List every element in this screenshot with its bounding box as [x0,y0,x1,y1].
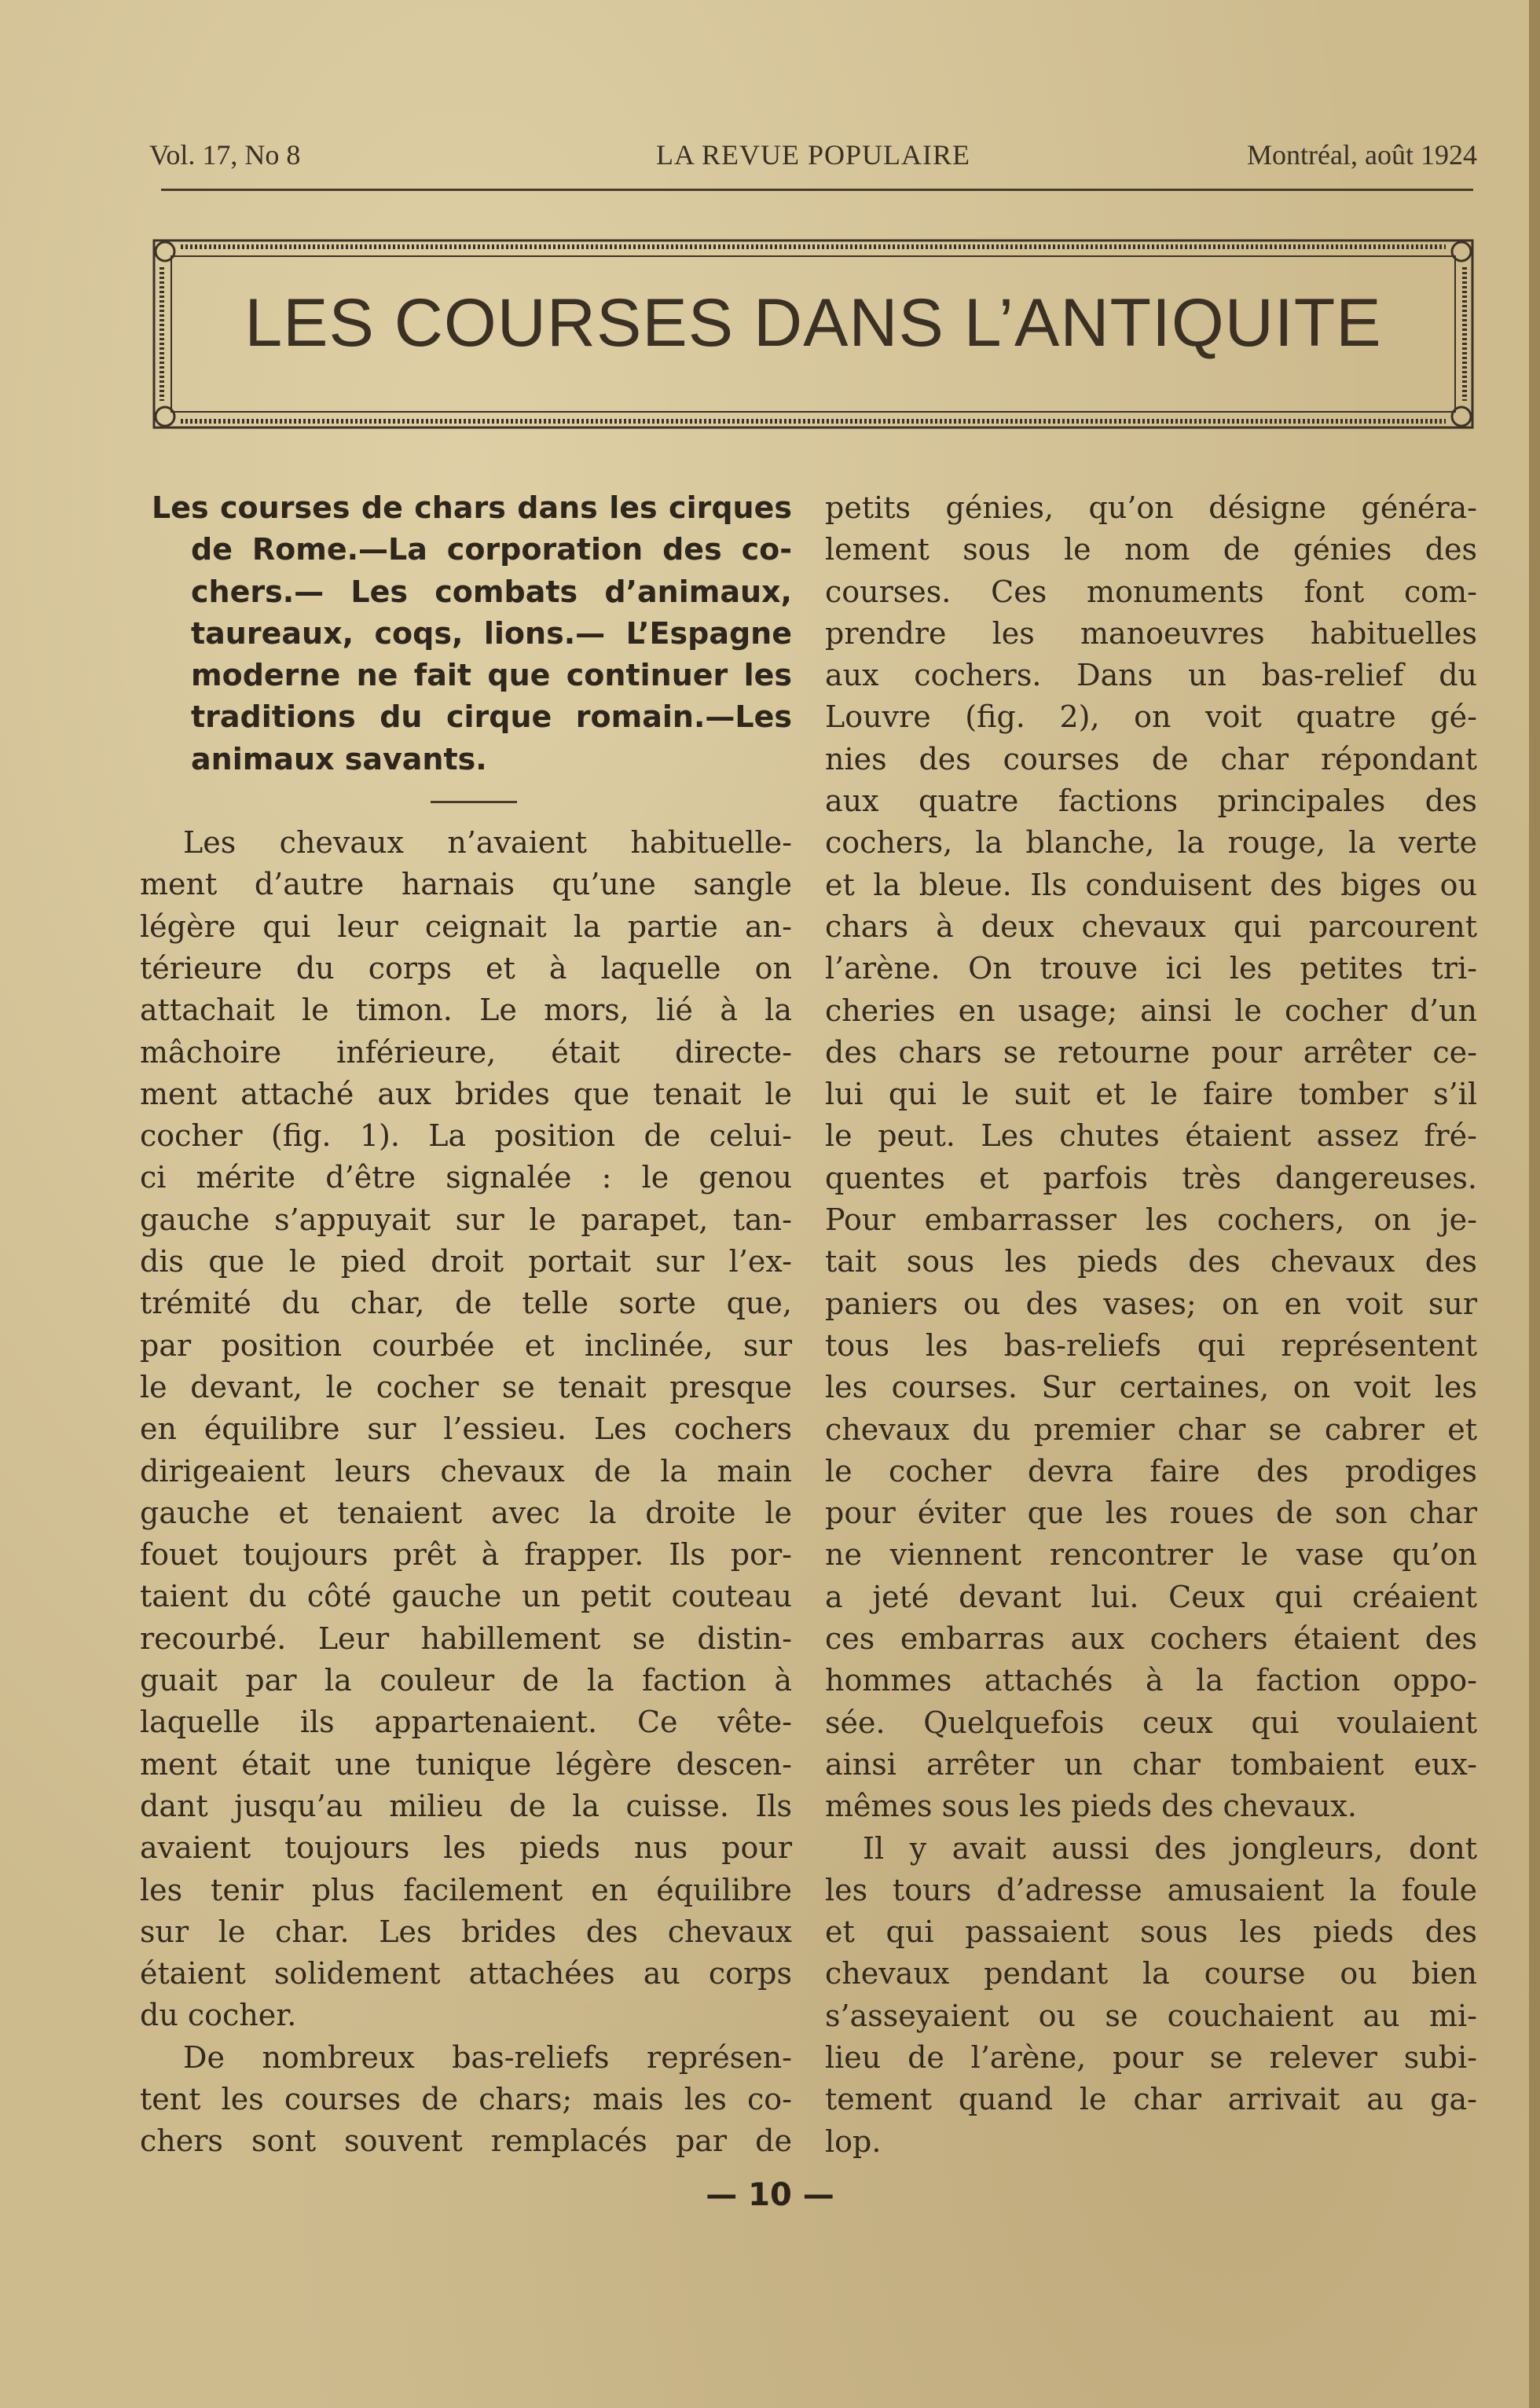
text-line: térieure du corps et à laquelle on [140,950,792,986]
text-line: s’asseyaient ou se couchaient au mi- [825,1998,1477,2033]
publication-name: LA REVUE POPULAIRE [655,139,970,171]
text-line: nies des courses de char répondant [825,741,1477,776]
page-edge [1529,0,1540,2408]
right-column [825,487,1477,2163]
text-line: tent les courses de chars; mais les co- [140,2081,792,2116]
text-line: laquelle ils appartenaient. Ce vête- [140,1705,792,1740]
volume-number: Vol. 17, No 8 [149,139,301,171]
text-line: tous les bas-reliefs qui représentent [825,1327,1477,1363]
left-column [140,487,792,2163]
text-line: cocher (fig. 1). La position de celui- [140,1118,792,1154]
text-line: ne viennent rencontrer le vase qu’on [825,1537,1477,1573]
text-line: chars à deux chevaux qui parcourent [825,909,1477,944]
text-line: trémité du char, de telle sorte que, [140,1286,792,1321]
text-line: et qui passaient sous les pieds des [825,1914,1477,1950]
text-line: chers sont souvent remplacés par de [140,2124,792,2159]
article-summary [140,487,792,780]
text-line: ment attaché aux brides que tenait le [140,1076,792,1111]
summary-line: traditions du cirque romain.—Les [191,699,792,735]
text-line: légère qui leur ceignait la partie an- [140,909,792,944]
text-line: De nombreux bas-reliefs représen- [183,2039,792,2075]
text-line: gauche s’appuyait sur le parapet, tan- [140,1202,792,1237]
article-title: LES COURSES DANS L’ANTIQUITE [244,285,1382,361]
running-head [149,138,1477,178]
text-line: avaient toujours les pieds nus pour [140,1830,792,1866]
text-line: chevaux pendant la course ou bien [825,1956,1477,1991]
text-line: hommes attachés à la faction oppo- [825,1663,1477,1698]
text-line: ment était une tunique légère descen- [140,1746,792,1782]
text-line: courses. Ces monuments font com- [825,574,1477,609]
title-frame [149,236,1477,432]
summary-line: animaux savants. [191,741,487,776]
text-line: quentes et parfois très dangereuses. [825,1160,1477,1195]
text-line: Pour embarrasser les cochers, on je- [825,1202,1477,1238]
text-line: Il y avait aussi des jongleurs, dont [863,1830,1477,1866]
paragraph [140,2037,792,2163]
text-line: lieu de l’arène, pour se relever subi- [825,2039,1477,2075]
place-date: Montréal, août 1924 [1247,139,1477,171]
text-line: lop. [825,2124,882,2159]
text-line: aux cochers. Dans un bas-relief du [825,658,1477,693]
text-line: mâchoire inférieure, était directe- [140,1034,792,1070]
text-line: par position courbée et inclinée, sur [140,1327,792,1363]
text-line: lui qui le suit et le faire tomber s’il [825,1077,1477,1112]
text-line: attachait le timon. Le mors, lié à la [140,993,792,1028]
text-line: le devant, le cocher se tenait presque [140,1369,792,1404]
text-line: taient du côté gauche un petit couteau [140,1579,792,1614]
page-number: — 10 — [706,2177,834,2213]
text-line: ainsi arrêter un char tombaient eux- [825,1746,1477,1782]
summary-line: taureaux, coqs, lions.— L’Espagne [191,615,792,651]
text-line: le peut. Les chutes étaient assez fré- [825,1118,1477,1154]
text-line: tement quand le char arrivait au ga- [825,2082,1477,2117]
text-line: le cocher devra faire des prodiges [825,1453,1477,1488]
text-line: petits génies, qu’on désigne généra- [825,490,1477,525]
text-line: prendre les manoeuvres habituelles [825,615,1477,651]
text-line: sur le char. Les brides des chevaux [140,1914,792,1949]
paragraph [825,1828,1477,2163]
summary-line: de Rome.—La corporation des co- [191,532,792,567]
text-line: Les chevaux n’avaient habituelle- [183,825,792,861]
text-line: ment d’autre harnais qu’une sangle [140,867,792,902]
text-line: gauche et tenaient avec la droite le [140,1495,792,1530]
section-separator [140,780,792,822]
text-line: lement sous le nom de génies des [825,532,1477,567]
header-rule [161,189,1473,191]
text-line: aux quatre factions principales des [825,784,1477,819]
text-line: mêmes sous les pieds des chevaux. [825,1789,1357,1824]
text-line: guait par la couleur de la faction à [140,1663,792,1698]
text-line: les tours d’adresse amusaient la foule [825,1872,1477,1907]
text-line: recourbé. Leur habillement se distin- [140,1621,792,1656]
text-line: cheries en usage; ainsi le cocher d’un [825,993,1477,1028]
text-line: ci mérite d’être signalée : le genou [140,1160,792,1195]
text-line: a jeté devant lui. Ceux qui créaient [825,1579,1477,1614]
paragraph [140,822,792,2037]
text-line: paniers ou des vases; on en voit sur [825,1286,1477,1321]
paragraph [825,487,1477,1828]
text-line: en équilibre sur l’essieu. Les cochers [140,1411,792,1447]
text-line: les tenir plus facilement en équilibre [140,1872,792,1907]
text-line: du cocher. [140,1998,297,2033]
text-line: pour éviter que les roues de son char [825,1496,1477,1531]
text-line: dirigeaient leurs chevaux de la main [140,1453,792,1488]
text-line: tait sous les pieds des chevaux des [825,1244,1477,1279]
text-line: étaient solidement attachées au corps [140,1956,792,1991]
text-line: et la bleue. Ils conduisent des biges ou [825,867,1477,902]
text-line: des chars se retourne pour arrêter ce- [825,1034,1477,1070]
text-line: cochers, la blanche, la rouge, la verte [825,825,1477,861]
text-line: Louvre (fig. 2), on voit quatre gé- [825,699,1477,735]
text-line: ces embarras aux cochers étaient des [825,1621,1477,1657]
text-line: les courses. Sur certaines, on voit les [825,1370,1477,1405]
text-line: dis que le pied droit portait sur l’ex- [140,1244,792,1279]
summary-line: moderne ne fait que continuer les [191,658,792,693]
text-line: l’arène. On trouve ici les petites tri- [825,951,1477,986]
text-line: chevaux du premier char se cabrer et [825,1411,1477,1447]
text-line: fouet toujours prêt à frapper. Ils por- [140,1537,792,1573]
text-line: sée. Quelquefois ceux qui voulaient [825,1705,1477,1740]
summary-line: chers.— Les combats d’animaux, [191,574,792,609]
summary-line: Les courses de chars dans les cirques [152,490,792,525]
text-line: dant jusqu’au milieu de la cuisse. Ils [140,1788,792,1823]
